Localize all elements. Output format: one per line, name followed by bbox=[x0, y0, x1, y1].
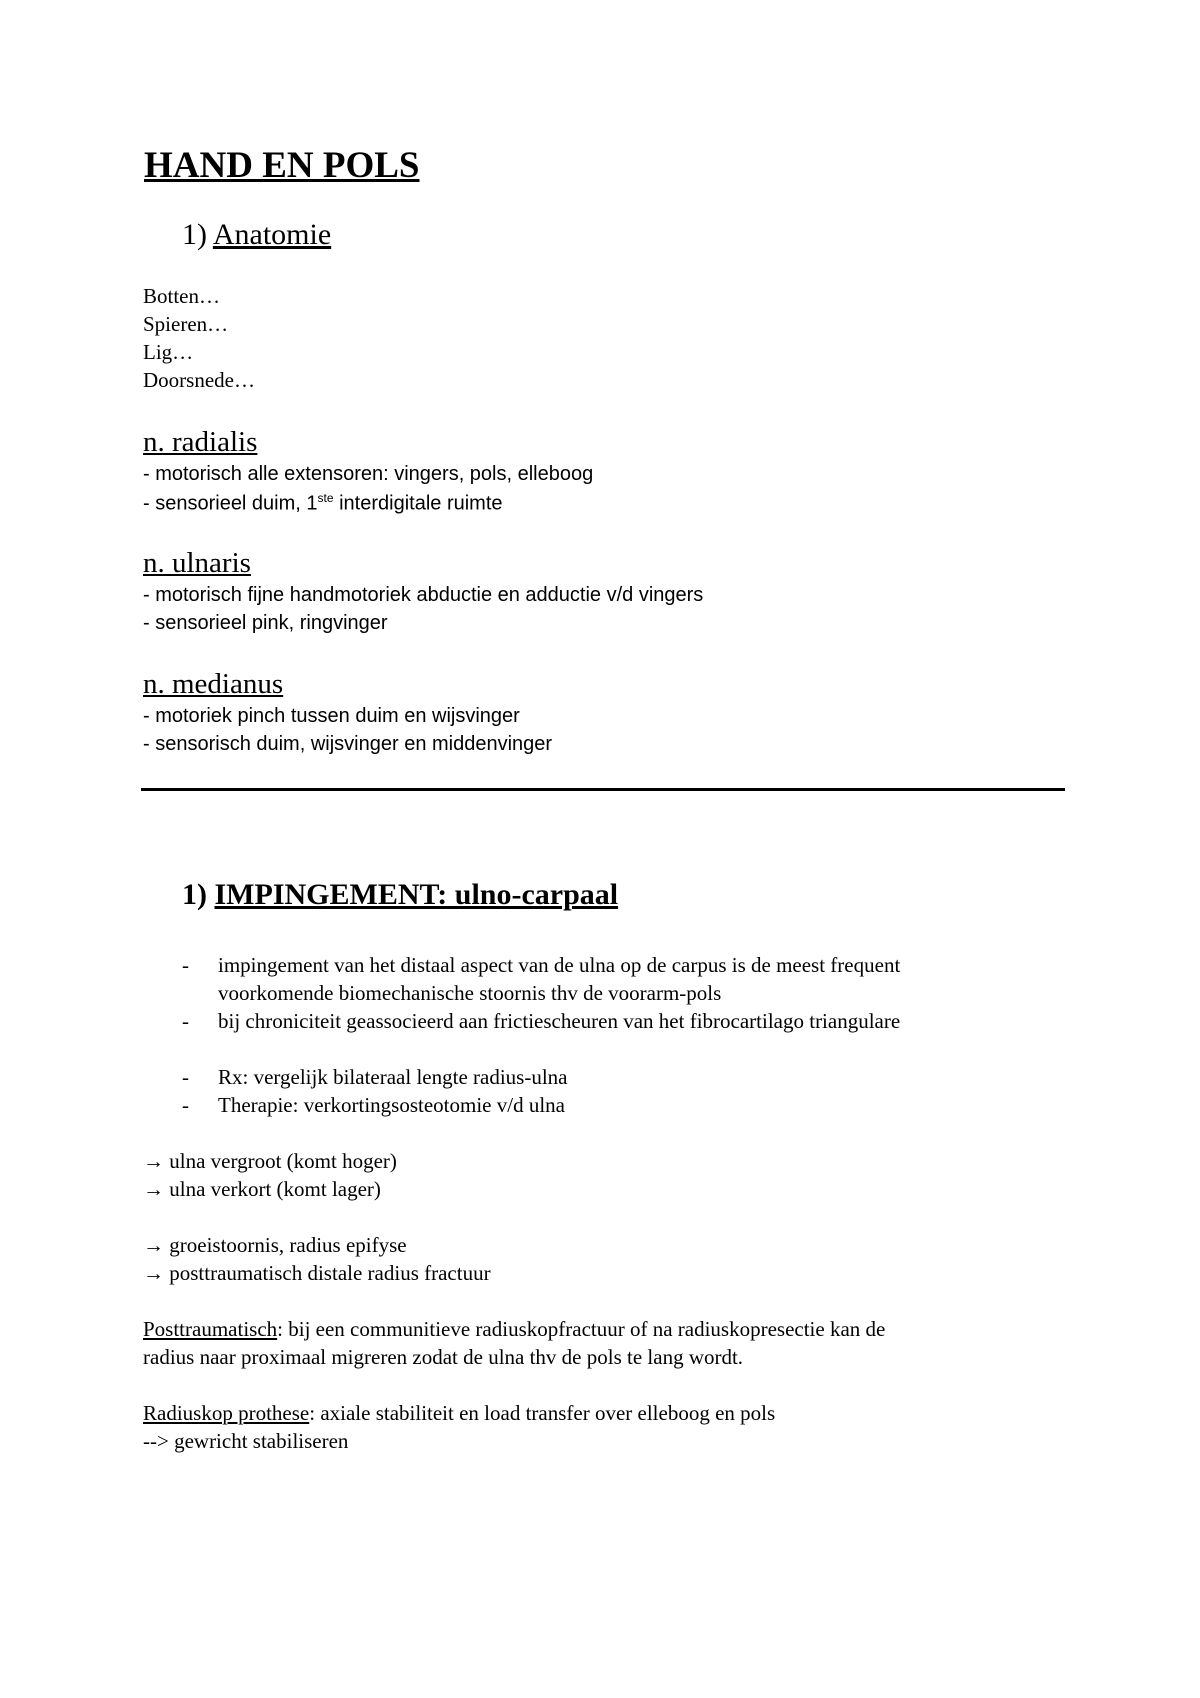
arrow-line: → groeistoornis, radius epifyse bbox=[143, 1233, 407, 1257]
horizontal-divider bbox=[141, 788, 1065, 791]
section-number: 1) bbox=[182, 878, 207, 911]
bullet-dash: - bbox=[182, 1009, 189, 1033]
arrow-icon: → bbox=[143, 1261, 164, 1285]
anatomy-item: Spieren… bbox=[143, 312, 229, 336]
paragraph-line: radius naar proximaal migreren zodat de ulna thv de pols te lang wordt. bbox=[143, 1345, 744, 1369]
arrow-icon: → bbox=[143, 1149, 164, 1173]
arrow-line: → posttraumatisch distale radius fractuur bbox=[143, 1261, 491, 1285]
nerve-line: - sensorieel pink, ringvinger bbox=[143, 612, 388, 634]
anatomy-item: Botten… bbox=[143, 284, 220, 308]
section-number: 1) bbox=[182, 218, 207, 251]
bullet-dash: - bbox=[182, 953, 189, 977]
arrow-icon: → bbox=[143, 1177, 164, 1201]
bullet-text: Therapie: verkortingsosteotomie v/d ulna bbox=[218, 1093, 565, 1117]
arrow-icon: → bbox=[143, 1233, 164, 1257]
page-title: HAND EN POLS bbox=[144, 145, 420, 186]
nerve-line: - sensorieel duim, 1ste interdigitale ruimte bbox=[143, 491, 503, 515]
paragraph-line: --> gewricht stabiliseren bbox=[143, 1429, 349, 1453]
paragraph-label: Radiuskop prothese bbox=[143, 1401, 310, 1425]
arrow-line: → ulna verkort (komt lager) bbox=[143, 1177, 381, 1201]
nerve-line: - motorisch alle extensoren: vingers, pols, elleboog bbox=[143, 463, 594, 485]
nerve-heading-ulnaris: n. ulnaris bbox=[143, 547, 251, 579]
anatomy-item: Lig… bbox=[143, 340, 194, 364]
nerve-heading-medianus: n. medianus bbox=[143, 668, 284, 700]
bullet-dash: - bbox=[182, 1065, 189, 1089]
bullet-text: Rx: vergelijk bilateraal lengte radius-ulna bbox=[218, 1065, 568, 1089]
paragraph-posttraumatisch: Posttraumatisch: bij een communitieve radiuskopfractuur of na radiuskopresectie kan de bbox=[143, 1317, 886, 1341]
bullet-text: bij chroniciteit geassocieerd aan frictiescheuren van het fibrocartilago triangulare bbox=[218, 1009, 901, 1033]
paragraph-prothese: Radiuskop prothese: axiale stabiliteit en load transfer over elleboog en pols bbox=[143, 1401, 776, 1425]
paragraph-label: Posttraumatisch bbox=[143, 1317, 278, 1341]
nerve-line: - sensorisch duim, wijsvinger en middenvinger bbox=[143, 733, 553, 755]
section-impingement-heading bbox=[182, 878, 618, 912]
bullet-text: impingement van het distaal aspect van de ulna op de carpus is de meest frequent bbox=[218, 953, 901, 977]
section-title: Anatomie bbox=[212, 218, 332, 251]
nerve-line: - motoriek pinch tussen duim en wijsvinger bbox=[143, 705, 520, 727]
nerve-line: - motorisch fijne handmotoriek abductie en adductie v/d vingers bbox=[143, 584, 704, 606]
section-title: IMPINGEMENT: ulno-carpaal bbox=[214, 878, 619, 911]
bullet-dash: - bbox=[182, 1093, 189, 1117]
anatomy-item: Doorsnede… bbox=[143, 368, 255, 392]
nerve-heading-radialis: n. radialis bbox=[143, 426, 258, 458]
arrow-line: → ulna vergroot (komt hoger) bbox=[143, 1149, 397, 1173]
section-anatomie-heading bbox=[182, 218, 331, 252]
bullet-text: voorkomende biomechanische stoornis thv de voorarm-pols bbox=[218, 981, 722, 1005]
